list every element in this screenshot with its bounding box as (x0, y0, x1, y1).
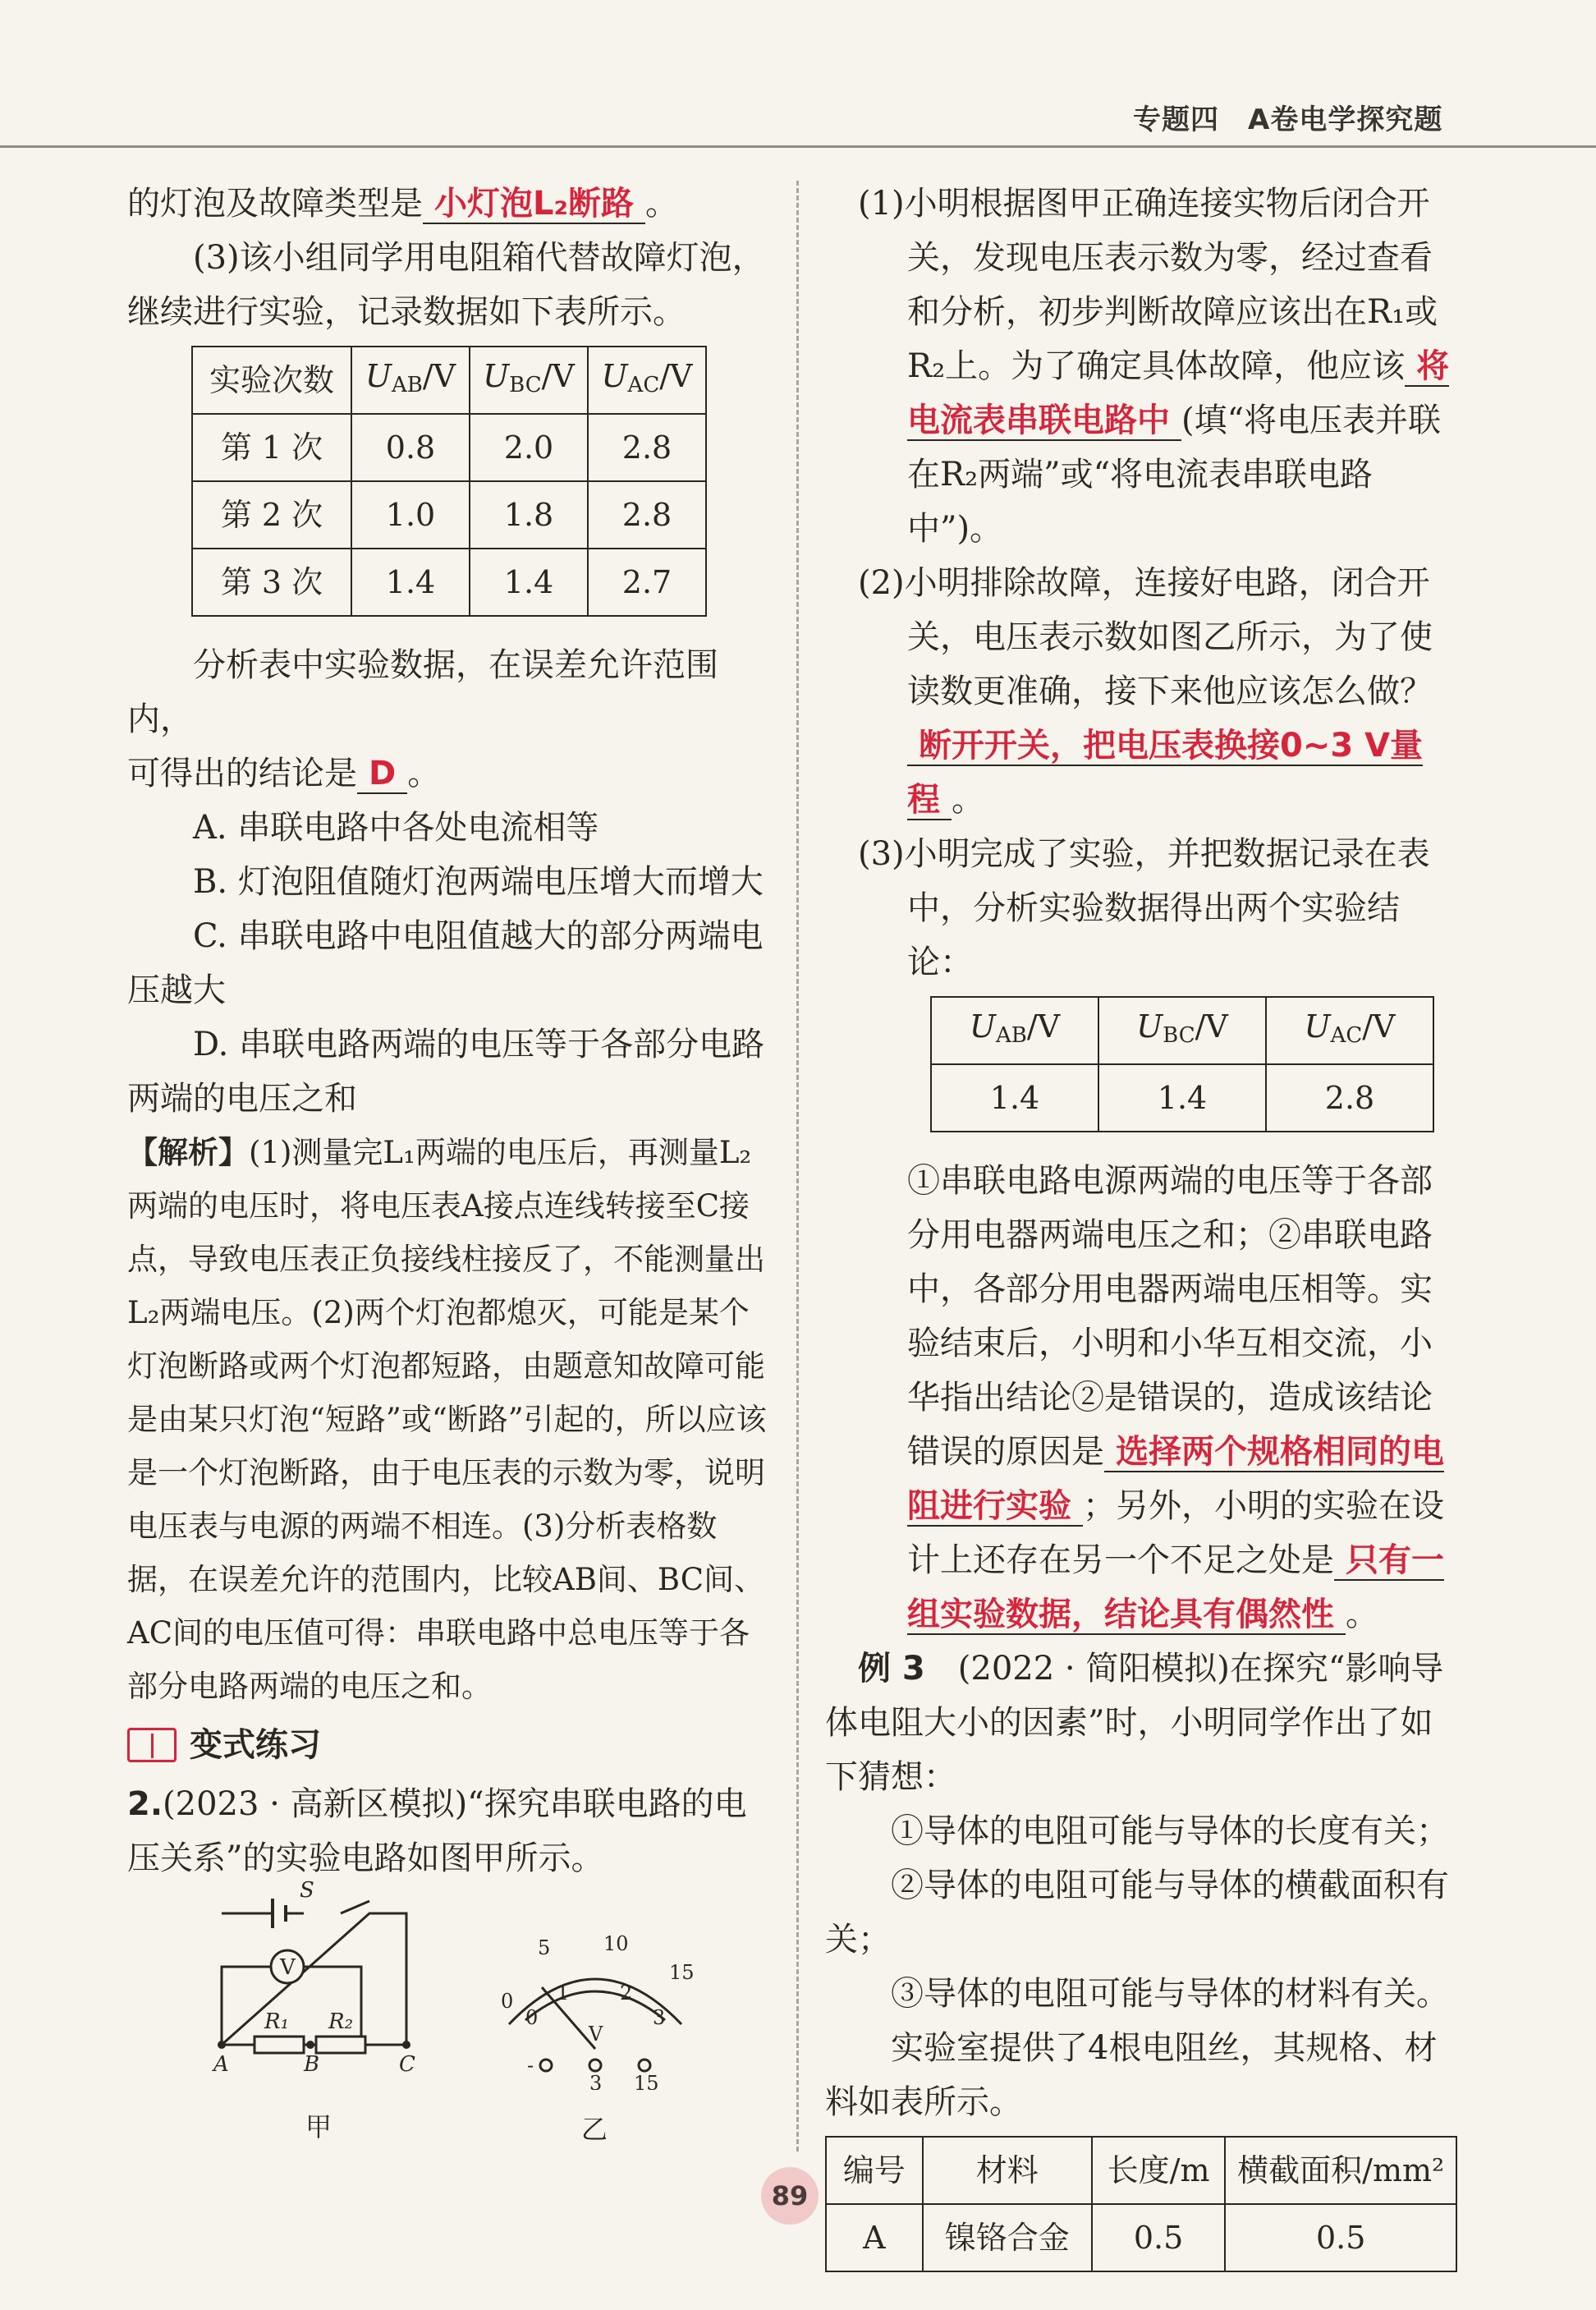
scale-s0: 0 (525, 2006, 539, 2029)
guess-3: ③导体的电阻可能与导体的材料有关。 (891, 1975, 1449, 2013)
answer-q1: 将电流表串联电路中 (907, 347, 1450, 439)
terminal-3: 3 (589, 2072, 603, 2090)
option-b: B. 灯泡阻值随灯泡两端电压增大而增大 (193, 863, 764, 901)
voltmeter-diagram (476, 1926, 714, 2090)
explanation: 【解析】(1)测量完L₁两端的电压后，再测量L₂两端的电压时，将电压表A接点连线转接至C接点，导致电压表正负接线柱接反了，不能测量出L₂两端电压。(2)两个灯泡都熄灭，可能是某个灯泡断路或两个灯泡都短路，由题意知故障可能是由某只灯泡“短路”或“断路”引起的，所以应该是一个灯泡断路，由于电压表的示数为零，说明电压表与电源的两端不相连。(3)分析表格数据，在误差允许的范围内，比较AB间、BC间、AC间的电压值可得：串联电路中总电压等于各部分电路两端的电压之和。 (127, 1135, 767, 1704)
option-d: D. 串联电路两端的电压等于各部分电路两端的电压之和 (127, 1026, 765, 1118)
page-number: 89 (761, 2167, 819, 2225)
data-table-3: 编号 材料 长度/m 横截面积/mm² A 镍铬合金 0.5 0.5 (825, 2136, 1457, 2272)
th-ubc: $U_{BC}/V$ (470, 347, 588, 414)
label-r2: R₂ (328, 2009, 353, 2034)
meter-v: V (589, 2023, 603, 2046)
label-a: A (213, 2052, 229, 2077)
answer-q2: 断开开关，把电压表换接0~3 V量程 (907, 727, 1424, 819)
conclusion-line: 可得出的结论是 D 。 (127, 755, 441, 792)
answer-q3-1: 选择两个规格相同的电阻进行实验 (907, 1433, 1444, 1525)
option-a: A. 串联电路中各处电流相等 (193, 809, 599, 847)
answer-q3-2: 只有一组实验数据，结论具有偶然性 (907, 1541, 1444, 1633)
caption-yi: 乙 (581, 2114, 608, 2145)
th2-ubc: $U_{BC}/V$ (1098, 997, 1266, 1064)
column-divider (796, 181, 799, 2152)
data-table-2 (930, 996, 1434, 1132)
right-q2: (2)小明排除故障，连接好电路，闭合开关，电压表示数如图乙所示，为了使读数更准确，接下来他应该怎么做？断开开关，把电压表换接0~3 V量程 。 (858, 564, 1433, 819)
label-v: V (280, 1955, 296, 1980)
right-column (825, 177, 1457, 2294)
scale-5: 5 (538, 1936, 551, 1959)
analysis-text: 分析表中实验数据，在误差允许范围内， (127, 646, 718, 738)
left-column (127, 177, 772, 1885)
label-c: C (399, 2052, 415, 2077)
lab-text: 实验室提供了4根电阻丝，其规格、材料如表所示。 (825, 2029, 1438, 2121)
left-line1: 的灯泡及故障类型是 小灯泡L₂断路 。 (127, 185, 679, 223)
right-q3: (3)小明完成了实验，并把数据记录在表中，分析实验数据得出两个实验结论： (858, 835, 1430, 981)
scale-s3: 3 (653, 2006, 666, 2029)
scale-0: 0 (501, 1990, 514, 2013)
question-2: 2.(2023 · 高新区模拟)“探究串联电路的电压关系”的实验电路如图甲所示。 (127, 1785, 747, 1877)
th-uab: $U_{AB}/V$ (351, 347, 470, 414)
label-s: S (300, 1881, 314, 1903)
label-b: B (304, 2052, 320, 2077)
right-q1: (1)小明根据图甲正确连接实物后闭合开关，发现电压表示数为零，经过查看和分析，初步判断故障应该出在R₁或R₂上。为了确定具体故障，他应该 将电流表串联电路中 (填“将电压表并联在R₂两端”或“将电流表串联电路中”)。 (858, 185, 1450, 548)
label-r1: R₁ (264, 2009, 289, 2034)
answer-conclusion: D (357, 755, 407, 794)
example-3: 例 3 (2022 · 简阳模拟)在探究“影响导体电阻大小的因素”时，小明同学作出了如下猜想： (825, 1650, 1444, 1796)
header-divider (0, 145, 1596, 148)
table-row: 第 2 次 1.0 1.8 2.8 (192, 481, 706, 549)
circuit-diagram (205, 1881, 435, 2078)
data-table-1 (191, 346, 707, 617)
caption-jia: 甲 (305, 2111, 332, 2142)
scale-10: 10 (603, 1932, 629, 1955)
scale-s1: 1 (557, 1982, 570, 2005)
th2-uac: $U_{AC}/V$ (1266, 997, 1433, 1064)
book-icon (127, 1728, 177, 1762)
terminal-minus: - (527, 2054, 534, 2077)
header-title: 专题四 A卷电学探究题 (1133, 103, 1443, 136)
section-heading: 变式练习 (127, 1718, 772, 1772)
right-q3-body: ①串联电路电源两端的电压等于各部分用电器两端电压之和；②串联电路中，各部分用电器两端电压相等。实验结束后，小明和小华互相交流，小华指出结论②是错误的，造成该结论错误的原因是 选择两个规格相同的电阻进行实验 ；另外，小明的实验在设计上还存在另一个不足之处是 只有一组实验数据，结论具有偶然性 。 (907, 1162, 1444, 1633)
th2-uab: $U_{AB}/V$ (931, 997, 1098, 1064)
scale-15: 15 (669, 1961, 695, 1984)
table-row: 第 3 次 1.4 1.4 2.7 (192, 549, 706, 616)
terminal-15: 15 (634, 2072, 659, 2090)
table-row: 1.4 1.4 2.8 (931, 1064, 1433, 1132)
scale-s2: 2 (620, 1982, 633, 2005)
guess-1: ①导体的电阻可能与导体的长度有关； (891, 1812, 1449, 1850)
th-trial: 实验次数 (192, 347, 351, 414)
table-row: A 镍铬合金 0.5 0.5 (826, 2204, 1456, 2271)
answer-fault: 小灯泡L₂断路 (423, 185, 645, 224)
question-3: (3)该小组同学用电阻箱代替故障灯泡，继续进行实验，记录数据如下表所示。 (127, 239, 765, 331)
th-uac: $U_{AC}/V$ (588, 347, 706, 414)
table-row: 第 1 次 0.8 2.0 2.8 (192, 414, 706, 481)
guess-2: ②导体的电阻可能与导体的横截面积有关； (825, 1867, 1449, 1959)
option-c: C. 串联电路中电阻值越大的部分两端电压越大 (127, 917, 764, 1009)
